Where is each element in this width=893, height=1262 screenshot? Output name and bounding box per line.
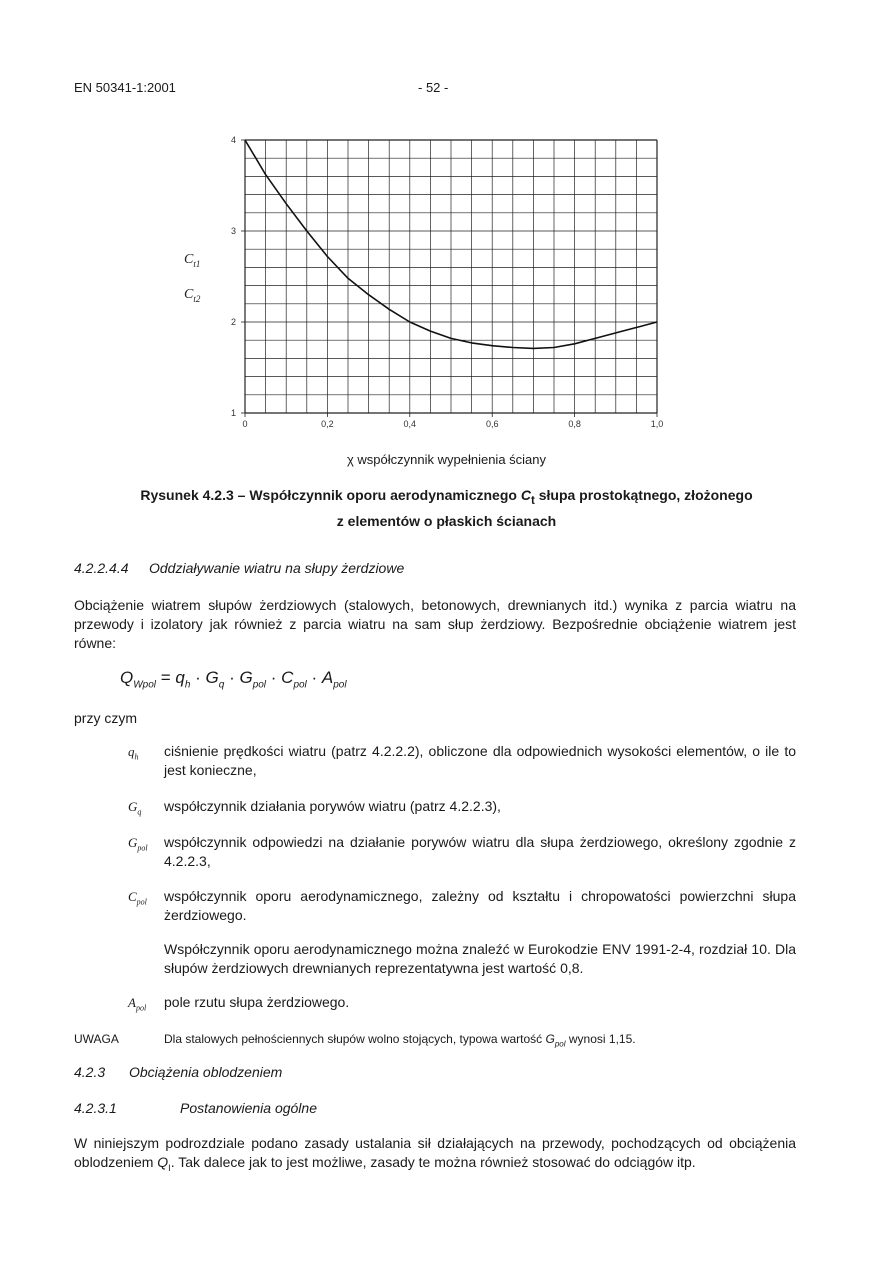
x-axis-label: χ współczynnik wypełnienia ściany (346, 452, 547, 467)
drag-coefficient-chart (170, 128, 670, 433)
def-symbol-gq: $G_q$ (128, 799, 142, 817)
y-tick-label: 3 (230, 226, 236, 236)
x-tick-label: 0 (242, 419, 248, 429)
def-note-cpol: Współczynnik oporu aerodynamicznego można znaleźć w Eurokodzie ENV 1991-2-4, rozdział 10. Dla słupów żerdziowych drewnianych reprezentatywna jest wartość 0,8. (164, 941, 796, 976)
caption-line-2: z elementów o płaskich ścianach (336, 512, 557, 529)
caption-line-1: Rysunek 4.2.3 – Współczynnik oporu aerodynamicznego $C_t$ słupa prostokątnego, złożonego (140, 487, 753, 507)
y-tick-label: 4 (230, 135, 236, 145)
x-tick-label: 0,2 (321, 419, 334, 429)
x-tick-label: 0,6 (485, 419, 499, 429)
note-text: Dla stalowych pełnościennych słupów wolno stojących, typowa wartość $G_{pol}$ wynosi 1,15. (164, 1032, 636, 1049)
section-heading-4-2-3: 4.2.3 Obciążenia oblodzeniem (74, 1064, 283, 1080)
def-symbol-gpol: $G_{pol}$ (128, 835, 148, 853)
standard-number: EN 50341-1:2001 (74, 80, 176, 95)
def-text-gq: współczynnik działania porywów wiatru (patrz 4.2.2.3), (164, 798, 501, 814)
def-symbol-apol: $A_{pol}$ (128, 995, 147, 1013)
x-tick-label: 0,8 (568, 419, 581, 429)
section-heading-4-2-3-1: 4.2.3.1 Postanowienia ogólne (74, 1100, 317, 1116)
def-symbol-qh: $q_h$ (128, 744, 139, 762)
figure-caption (90, 485, 803, 531)
page-number: - 52 - (418, 80, 449, 95)
y-axis-label-ct2: $C_{t2}$ (184, 287, 201, 304)
chart-ticks (231, 135, 663, 429)
wind-load-formula: $Q_{Wpol} = q_h \cdot G_q \cdot G_{pol} \cdot C_{pol} \cdot A_{pol}$ (120, 668, 347, 691)
note-label: UWAGA (74, 1032, 119, 1046)
x-tick-label: 0,4 (403, 419, 417, 429)
y-axis-label-ct1: $C_{t1}$ (184, 252, 201, 269)
def-symbol-cpol: $C_{pol}$ (128, 889, 147, 907)
x-tick-label: 1,0 (650, 419, 664, 429)
def-text-apol: pole rzutu słupa żerdziowego. (164, 994, 350, 1010)
y-tick-label: 2 (230, 317, 236, 327)
def-text-qh: ciśnienie prędkości wiatru (patrz 4.2.2.2), obliczone dla odpowiednich wysokości elementów, o ile to jest konieczne, (164, 743, 796, 778)
y-tick-label: 1 (230, 408, 236, 418)
def-text-gpol: współczynnik odpowiedzi na działanie porywów wiatru dla słupa żerdziowego, określony zgodnie z 4.2.2.3, (164, 834, 796, 869)
chart-grid (245, 140, 657, 413)
where-label: przy czym (74, 710, 137, 726)
intro-paragraph: Obciążenie wiatrem słupów żerdziowych (stalowych, betonowych, drewnianych itd.) wynika z parcia wiatru na przewody i izolatory jak również z parcia wiatru na sam słup żerdziowy. Bezpośrednie obciążenie wiatrem jest równe: (74, 597, 796, 651)
ice-load-paragraph: W niniejszym podrozdziale podano zasady ustalania sił działających na przewody, pochodzących od obciążenia oblodzeniem $Q_I$. Tak dalece jak to jest możliwe, zasady te można również stosować do odciągów itp. (74, 1135, 796, 1173)
def-text-cpol: współczynnik oporu aerodynamicznego, zależny od kształtu i chropowatości powierzchni słupa żerdziowego. (164, 888, 796, 923)
section-heading-4-2-2-4-4: 4.2.2.4.4 Oddziaływanie wiatru na słupy żerdziowe (74, 560, 405, 576)
